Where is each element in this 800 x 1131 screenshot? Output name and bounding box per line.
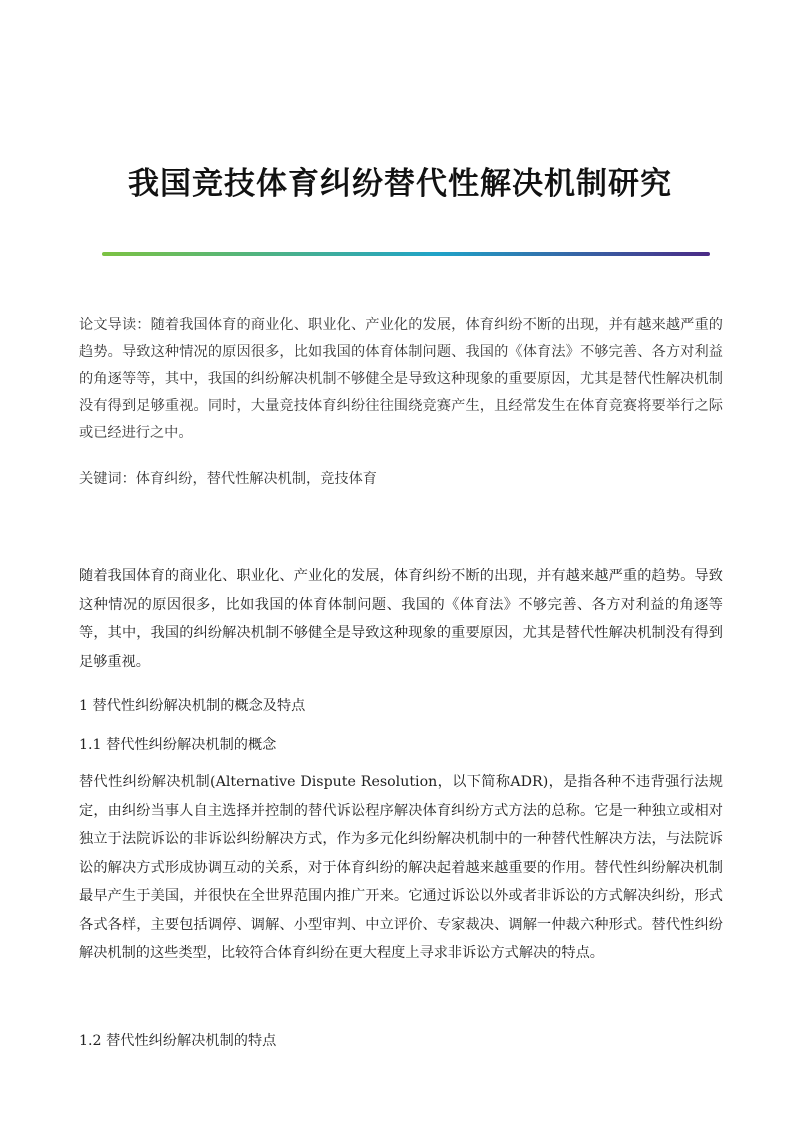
page-title: 我国竞技体育纠纷替代性解决机制研究 xyxy=(128,166,672,202)
abstract: 论文导读：随着我国体育的商业化、职业化、产业化的发展，体育纠纷不断的出现，并有越来越严重的趋势。导致这种情况的原因很多，比如我国的体育体制问题、我国的《体育法》不够完善、各方对利益的角逐等等，其中，我国的纠纷解决机制不够健全是导致这种现象的重要原因，尤其是替代性解决机制没有得到足够重视。同时，大量竞技体育纠纷往往围绕竞赛产生，且经常发生在体育竞赛将要举行之际或已经进行之中。 xyxy=(79,317,723,441)
section-heading-1-2: 1.2 替代性纠纷解决机制的特点 xyxy=(79,1033,277,1049)
intro-paragraph: 随着我国体育的商业化、职业化、产业化的发展，体育纠纷不断的出现，并有越来越严重的趋势。导致这种情况的原因很多，比如我国的体育体制问题、我国的《体育法》不够完善、各方对利益的角逐等等，其中，我国的纠纷解决机制不够健全是导致这种现象的重要原因，尤其是替代性解决机制没有得到足够重视。 xyxy=(79,568,723,670)
section-heading-1: 1 替代性纠纷解决机制的概念及特点 xyxy=(79,698,306,714)
title-divider xyxy=(102,252,710,256)
paragraph-1-1: 替代性纠纷解决机制(Alternative Dispute Resolution，以下简称ADR)，是指各种不违背强行法规定，由纠纷当事人自主选择并控制的替代诉讼程序解决体育纠纷方式方法的总称。它是一种独立或相对独立于法院诉讼的非诉讼纠纷解决方式，作为多元化纠纷解决机制中的一种替代性解决方法，与法院诉讼的解决方式形成协调互动的关系，对于体育纠纷的解决起着越来越重要的作用。替代性纠纷解决机制最早产生于美国，并很快在全世界范围内推广开来。它通过诉讼以外或者非诉讼的方式解决纠纷，形式各式各样，主要包括调停、调解、小型审判、中立评价、专家裁决、调解一仲裁六种形式。替代性纠纷解决机制的这些类型，比较符合体育纠纷在更大程度上寻求非诉讼方式解决的特点。 xyxy=(79,774,723,961)
keywords: 关键词：体育纠纷，替代性解决机制，竞技体育 xyxy=(79,471,377,487)
section-heading-1-1: 1.1 替代性纠纷解决机制的概念 xyxy=(79,737,277,753)
